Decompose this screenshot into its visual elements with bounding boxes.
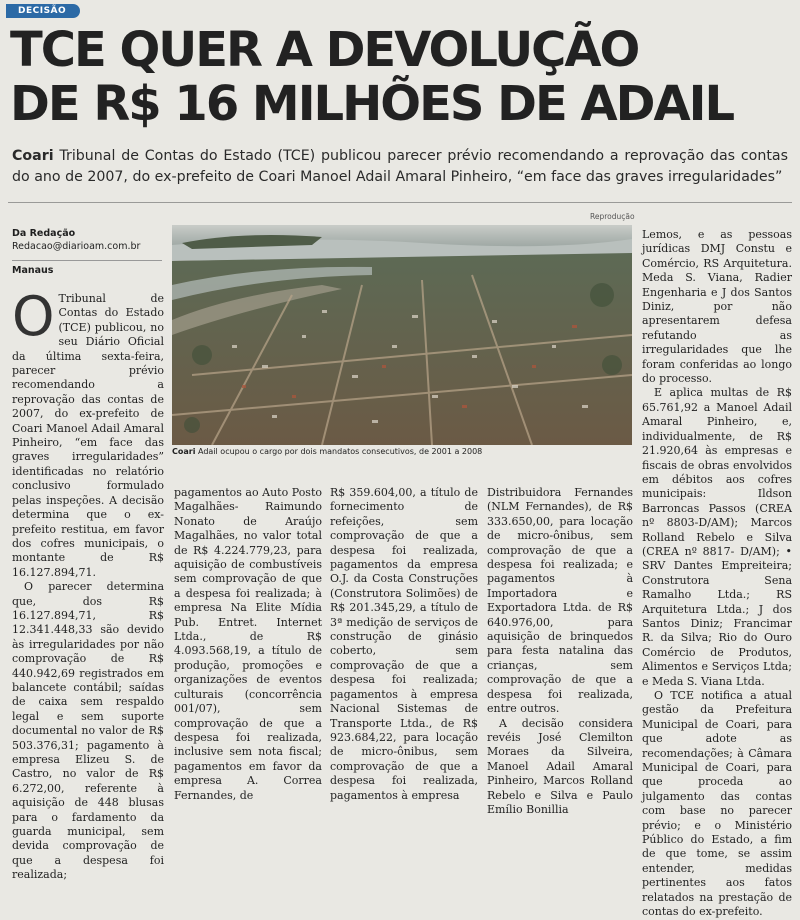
drop-cap: O: [12, 285, 55, 348]
article-paragraph: R$ 359.604,00, a título de fornecimento de refeições, sem comprovação de que a despesa foi realizada, pagamentos da empresa O.J. da Costa Construções (Construtora Solimões) de R$ 201.345,29, a título de 3ª medição de serviços de construção de ginásio coberto, sem comprovação de que a despesa foi realizada; pagamentos à empresa Nacional Sistemas de Transporte Ltda., de R$ 923.684,22, para locação de micro-ônibus, sem comprovação de que a despesa foi realizada, pagamentos à empresa: [330, 486, 478, 802]
article-paragraph: Lemos, e as pessoas jurídicas DMJ Constu e Comércio, RS Arquitetura. Meda S. Viana, Radier Engenharia e J dos Santos Diniz, por não apresentarem defesa refutando as irregularidades que lhe foram conferidas ao longo do processo.: [642, 228, 792, 386]
article-column-3: [330, 486, 478, 803]
article-column-1: [12, 285, 164, 883]
caption-text: Adail ocupou o cargo por dois mandatos consecutivos, de 2001 a 2008: [195, 447, 483, 456]
lede-place: Coari: [12, 148, 54, 164]
article-paragraph: A decisão considera revéis José Clemilton Moraes da Silveira, Manoel Adail Amaral Pinheiro, Marcos Rolland Rebelo e Silva e Paulo Emílio Bonillia: [487, 716, 633, 816]
section-badge: DECISÃO: [6, 4, 80, 18]
divider: [8, 202, 792, 203]
lede-text: Tribunal de Contas do Estado (TCE) publicou parecer prévio recomendando a reprovação das contas do ano de 2007, do ex-prefeito de Coari Manoel Adail Amaral Pinheiro, “em face das graves irregularidades”: [12, 148, 788, 185]
photo-credit: Reprodução: [590, 212, 635, 221]
aerial-city-photo: [172, 225, 632, 445]
article-paragraph: O parecer determina que, dos R$ 16.127.894,71, R$ 12.341.448,33 são devido às irregularidades por não comprovação de R$ 440.942,69 registrados em balancete contábil; saídas de caixa sem respaldo legal e sem suporte documental no valor de R$ 503.376,31; pagamento à empresa Elizeu S. de Castro, no valor de R$ 6.272,00, referente à aquisição de 448 blusas para o fardamento da guarda municipal, sem devida comprovação de que a despesa foi realizada;: [12, 580, 164, 882]
byline-email: Redacao@diarioam.com.br: [12, 241, 141, 252]
byline-rule: [12, 260, 162, 261]
byline-author: Da Redação: [12, 228, 76, 239]
article-paragraph: pagamentos ao Auto Posto Magalhães- Raimundo Nonato de Araújo Magalhães, no valor total de R$ 4.224.779,23, para aquisição de combustíveis sem comprovação de que a despesa foi realizada; à empresa Na Elite Mídia Pub. Entret. Internet Ltda., de R$ 4.093.568,19, a título de produção, promoções e organizações de eventos culturais (concorrência 001/07), sem comprovação de que a despesa foi realizada, inclusive sem nota fiscal; pagamentos em favor da empresa A. Correa Fernandes, de: [174, 486, 322, 802]
headline-line-1: TCE QUER A DEVOLUÇÃO: [10, 22, 639, 78]
article-paragraph: O TCE notifica a atual gestão da Prefeitura Municipal de Coari, para que adote as recomendações; à Câmara Municipal de Coari, para que proceda ao julgamento das contas com base no parecer prévio; e o Ministério Público do Estado, a fim de que tome, se assim entender, medidas pertinentes aos fatos relatados na prestação de contas do ex-prefeito.: [642, 689, 792, 919]
article-column-5: [642, 228, 792, 920]
aerial-city-illustration: [172, 225, 632, 445]
caption-place: Coari: [172, 447, 196, 456]
article-column-4: [487, 486, 633, 817]
photo-caption: [172, 447, 632, 456]
headline-line-2: DE R$ 16 MILHÕES DE ADAIL: [10, 76, 734, 132]
article-paragraph: E aplica multas de R$ 65.761,92 a Manoel Adail Amaral Pinheiro, e, individualmente, de R$ 21.920,64 às empresas e fiscais de obras envolvidos em débitos aos cofres municipais: Ildson Barroncas Passos (CREA nº 8803-D/AM); Marcos Rolland Rebelo e Silva (CREA nº 8817- D/AM); • SRV Dantes Empreiteira; Construtora Sena Ramalho Ltda.; RS Arquitetura Ltda.; J dos Santos Diniz; Francimar R. da Silva; Rio do Ouro Comércio de Produtos, Alimentos e Serviços Ltda; e Meda S. Viana Ltda.: [642, 386, 792, 688]
article-paragraph: Distribuidora Fernandes (NLM Fernandes), de R$ 333.650,00, para locação de micro-ônibus, sem comprovação de que a despesa foi realizada; e pagamentos à Importadora e Exportadora Ltda. de R$ 640.976,00, para aquisição de brinquedos para festa natalina das crianças, sem comprovação de que a despesa foi realizada, entre outros.: [487, 486, 633, 716]
lede: [12, 146, 788, 188]
article-paragraph: Tribunal de Contas do Estado (TCE) publicou, no seu Diário Oficial da última sexta-feira, parecer prévio recomendando a reprovação das contas de 2007, do ex-prefeito de Coari Manoel Adail Amaral Pinheiro, “em face das graves irregularidades” identificadas no relatório conclusivo formulado pelas inspeções. A decisão determina que o ex-prefeito restitua, em favor dos cofres municipais, o montante de R$ 16.127.894,71.: [12, 292, 164, 579]
article-column-2: [174, 486, 322, 803]
byline-location: Manaus: [12, 265, 54, 276]
